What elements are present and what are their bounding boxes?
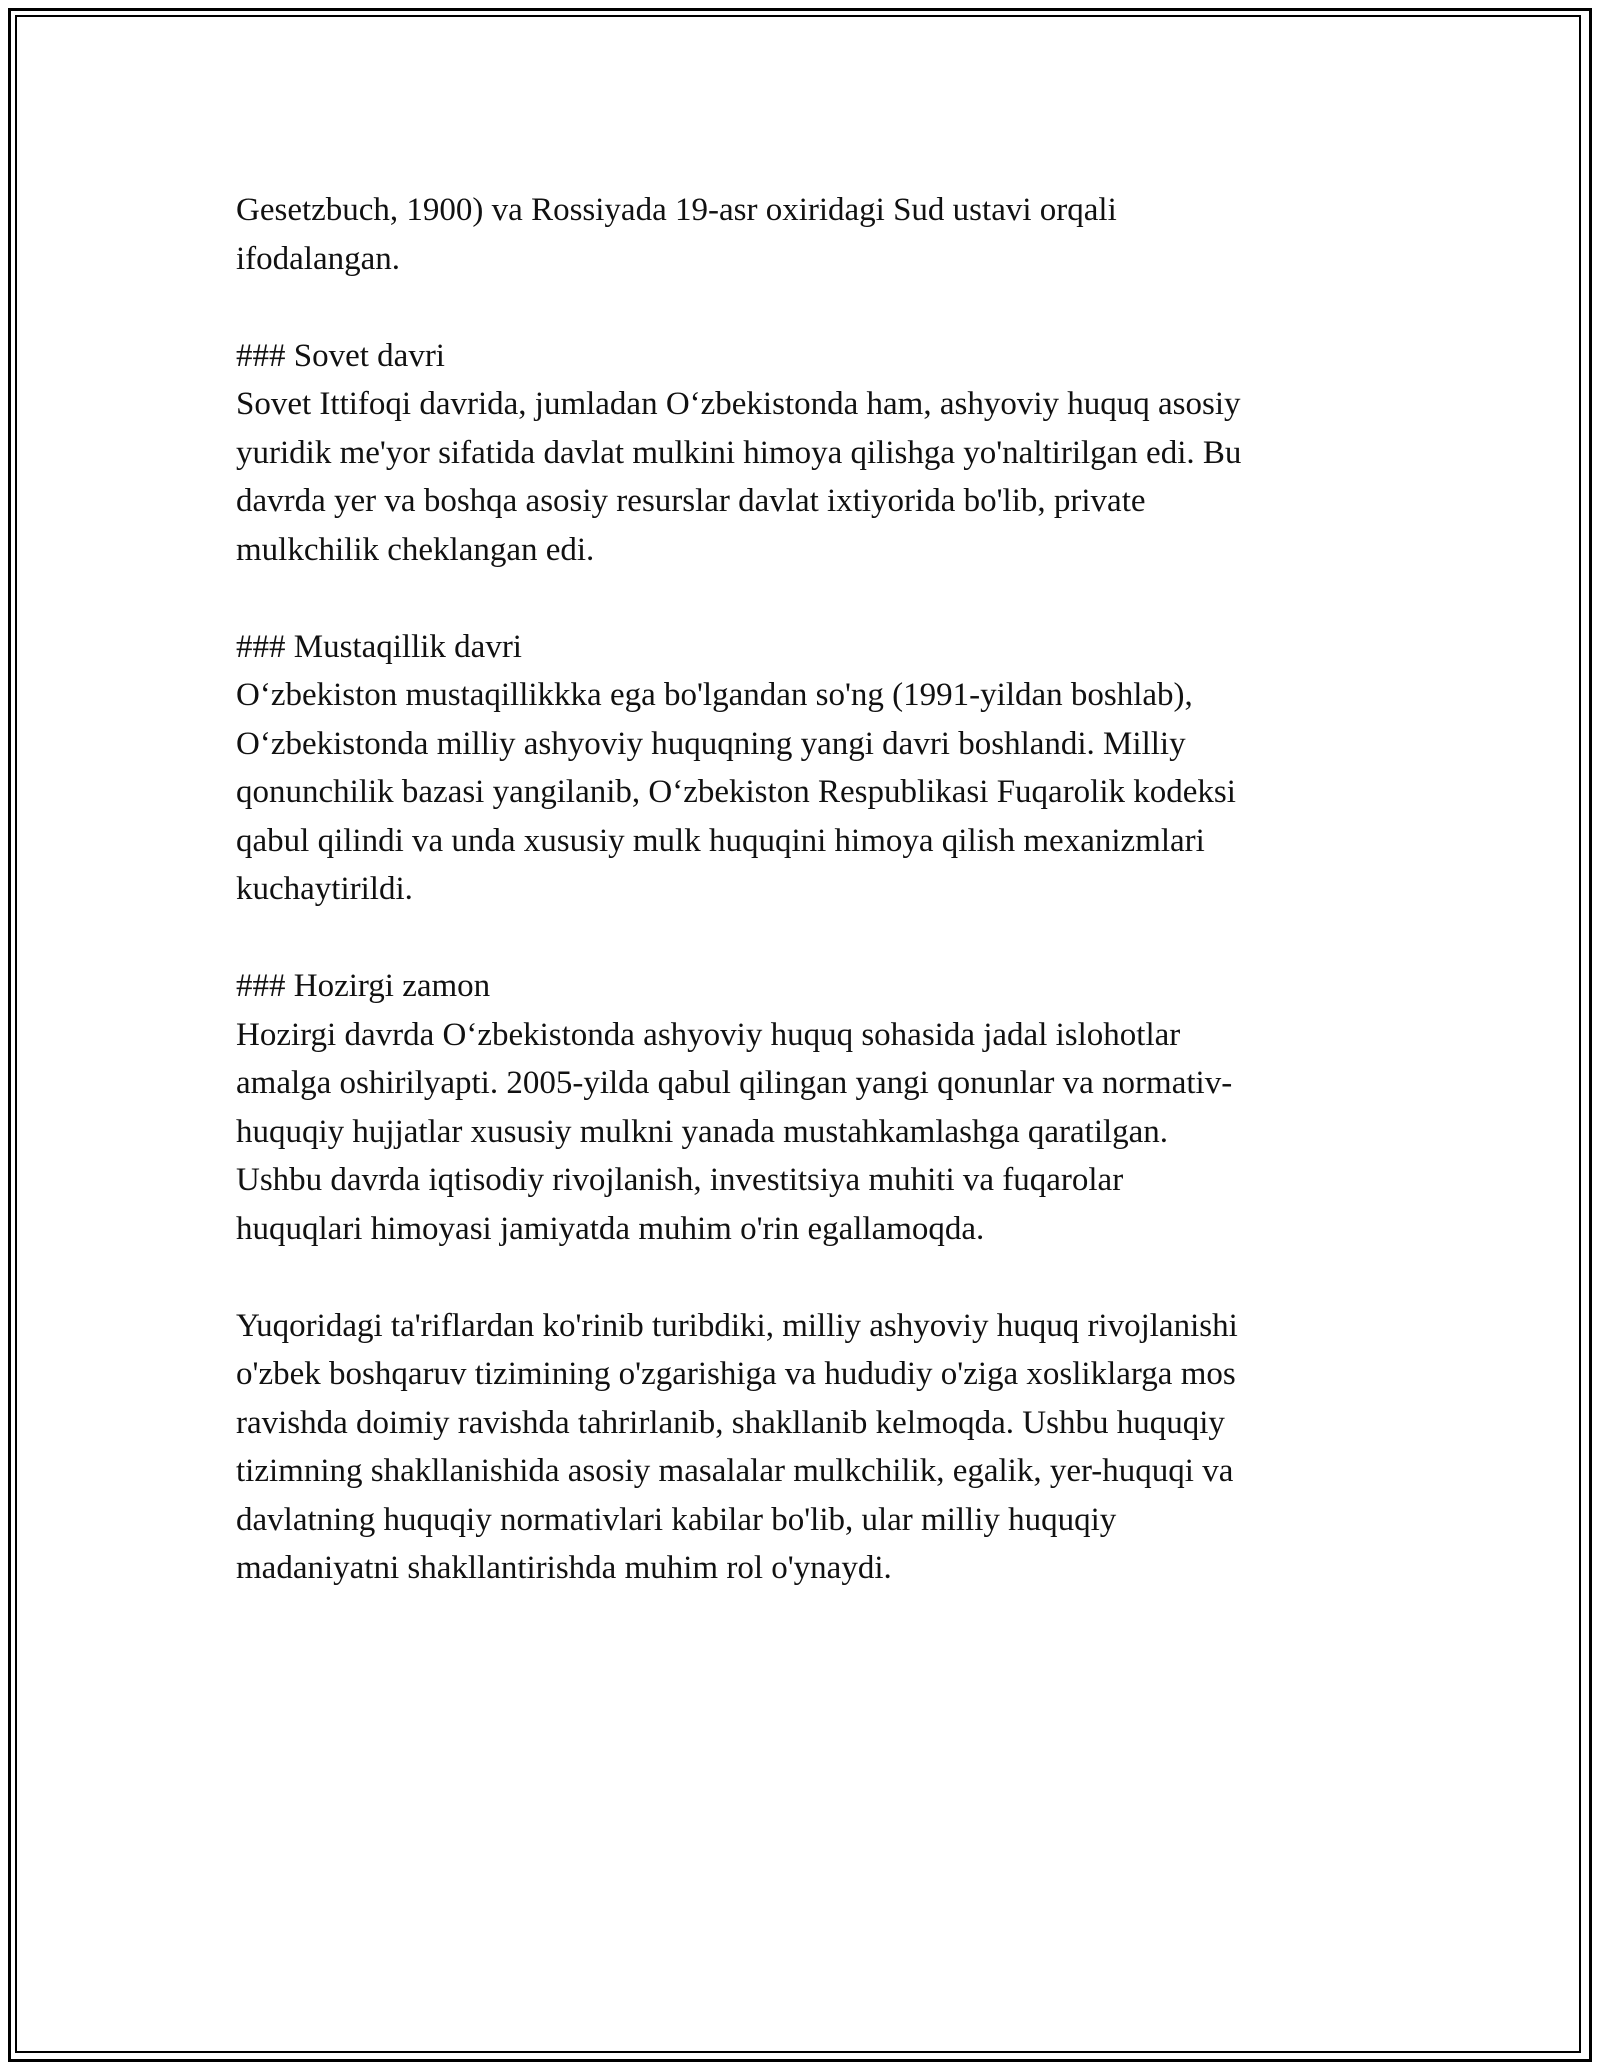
section-hozirgi-zamon [236,962,1396,1253]
text-line: O‘zbekistonda milliy ashyoviy huquqning yangi davri boshlandi. Milliy [236,725,1186,762]
text-line: Sovet Ittifoqi davrida, jumladan O‘zbekistonda ham, ashyoviy huquq asosiy [236,386,1241,422]
text-line: yuridik me'yor sifatida davlat mulkini himoya qilishga yo'naltirilgan edi. Bu [236,434,1242,471]
text-line: kuchaytirildi. [236,871,413,907]
text-line: amalga oshirilyapti. 2005-yilda qabul qilingan yangi qonunlar va normativ- [236,1065,1233,1101]
text-line: o'zbek boshqaruv tizimining o'zgarishiga va hududiy o'ziga xosliklarga mos [236,1356,1236,1392]
text-line: ifodalangan. [236,240,401,277]
text-line: ravishda doimiy ravishda tahrirlanib, shakllanib kelmoqda. Ushbu huquqiy [236,1404,1225,1441]
text-line: davlatning huquqiy normativlari kabilar bo'lib, ular milliy huquqiy [236,1501,1117,1538]
text-line: mulkchilik cheklangan edi. [236,531,595,568]
text-line: O‘zbekiston mustaqillikkka ega bo'lgandan so'ng (1991-yildan boshlab), [236,677,1193,713]
text-line: Ushbu davrda iqtisodiy rivojlanish, investitsiya muhiti va fuqarolar [236,1162,1124,1198]
section-heading: ### Sovet davri [236,337,445,374]
section-sovet-davri [236,332,1396,575]
text-line: Gesetzbuch, 1900) va Rossiyada 19-asr oxiridagi Sud ustavi orqali [236,192,1117,228]
text-line: tizimning shakllanishida asosiy masalalar mulkchilik, egalik, yer-huquqi va [236,1453,1234,1489]
conclusion-paragraph [236,1302,1396,1593]
document-body [236,186,1396,1641]
text-line: huquqlari himoyasi jamiyatda muhim o'rin egallamoqda. [236,1210,985,1247]
section-heading: ### Hozirgi zamon [236,968,491,1004]
section-heading: ### Mustaqillik davri [236,628,522,665]
text-line: Yuqoridagi ta'riflardan ko'rinib turibdiki, milliy ashyoviy huquq rivojlanishi [236,1307,1238,1344]
section-mustaqillik-davri [236,623,1396,914]
text-line: huquqiy hujjatlar xususiy mulkni yanada mustahkamlashga qaratilgan. [236,1113,1169,1150]
intro-paragraph [236,186,1396,283]
text-line: Hozirgi davrda O‘zbekistonda ashyoviy huquq sohasida jadal islohotlar [236,1016,1181,1053]
text-line: qonunchilik bazasi yangilanib, O‘zbekiston Respublikasi Fuqarolik kodeksi [236,774,1236,810]
text-line: davrda yer va boshqa asosiy resurslar davlat ixtiyorida bo'lib, private [236,483,1146,519]
text-line: madaniyatni shakllantirishda muhim rol o'ynaydi. [236,1550,892,1586]
text-line: qabul qilindi va unda xususiy mulk huquqini himoya qilish mexanizmlari [236,822,1205,859]
